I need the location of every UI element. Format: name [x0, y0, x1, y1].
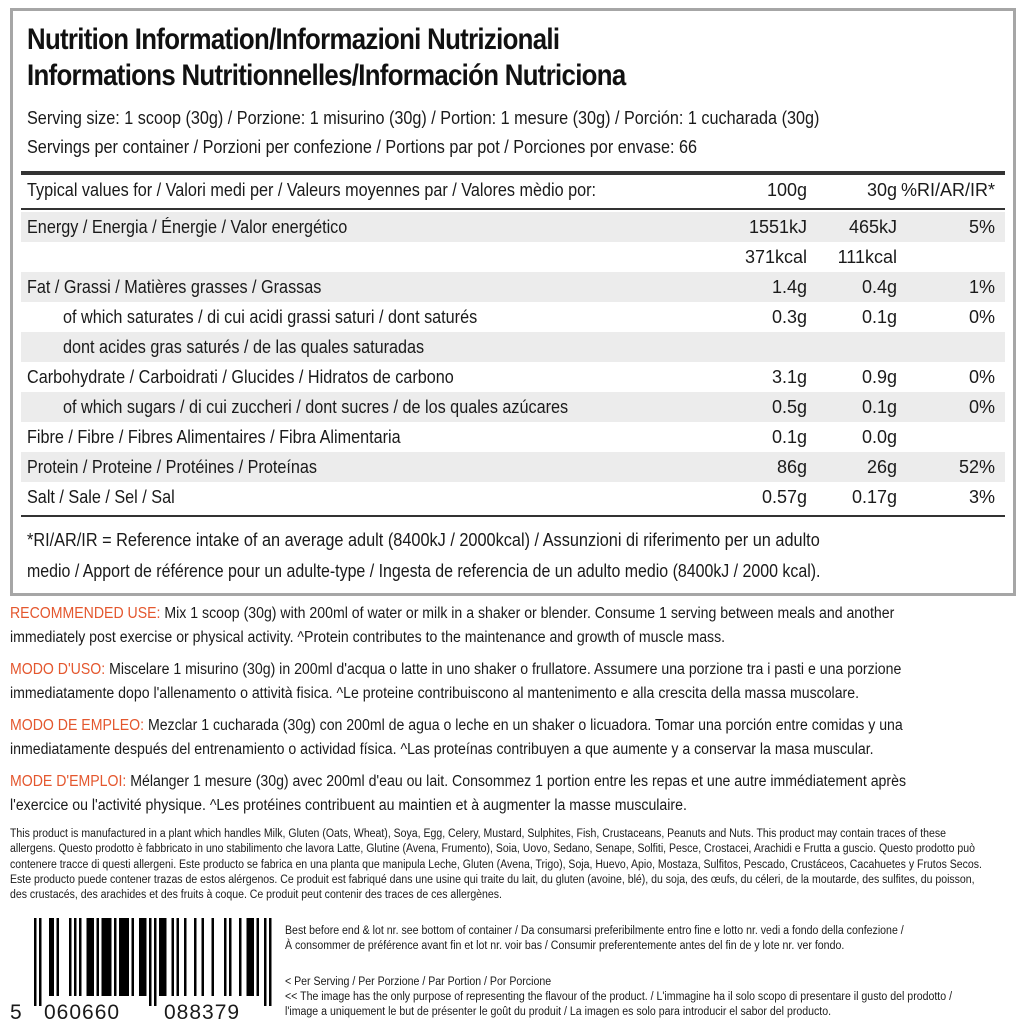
- usage-french: [10, 770, 924, 818]
- row-value-30g: 0.4g: [861, 277, 897, 297]
- panel-title-line1: Nutrition Information/Informazioni Nutrizionali: [27, 23, 560, 56]
- table-row: [21, 422, 1005, 452]
- row-value-30g: 465kJ: [848, 217, 897, 237]
- barcode-bar: [74, 918, 77, 996]
- row-value-30g: 0.0g: [861, 427, 897, 447]
- row-label: of which sugars / di cui zuccheri / dont sucres / de los quales azúcares: [63, 397, 569, 417]
- row-label: Salt / Sale / Sel / Sal: [27, 487, 175, 507]
- barcode-bar: [172, 918, 175, 996]
- barcode-bar: [109, 918, 112, 996]
- row-value-100g: 3.1g: [771, 367, 807, 387]
- barcode: [10, 918, 272, 1028]
- usage-text: Miscelare 1 misurino (30g) in 200ml d'acqua o latte in uno shaker o frullatore. Assumere una porzione tra i pasti e una porzione: [105, 661, 902, 678]
- barcode-bar: [252, 918, 255, 996]
- header-col-ri: %RI/AR/IR*: [900, 180, 995, 200]
- row-value-100g: 1.4g: [771, 277, 807, 297]
- row-value-100g: 0.3g: [771, 307, 807, 327]
- barcode-bar: [184, 918, 187, 996]
- barcode-bar: [194, 918, 197, 996]
- header-divider: [21, 208, 1005, 210]
- allergen-statement: [10, 827, 1017, 903]
- best-before-note: [285, 924, 966, 954]
- best-before-line: Best before end & lot nr. see bottom of container / Da consumarsi preferibilmente entro fine e lotto nr. vedi a fondo della confezione /: [285, 925, 904, 937]
- row-value-ri: 52%: [958, 457, 995, 477]
- usage-text: immediately post exercise or physical activity. ^Protein contributes to the maintenance and growth of muscle mass.: [10, 629, 726, 646]
- servings-per-container: Servings per container / Porzioni per confezione / Portions par pot / Porciones por envase: 66: [27, 137, 697, 157]
- row-value-ri: 3%: [968, 487, 995, 507]
- header-col-100g: 100g: [766, 180, 807, 200]
- row-value-100g: 0.1g: [771, 427, 807, 447]
- row-value-30g: 0.9g: [861, 367, 897, 387]
- table-row: [21, 392, 1005, 422]
- barcode-bar: [202, 918, 205, 996]
- table-row: [21, 302, 1005, 332]
- reference-note-line2: medio / Apport de référence pour un adulte-type / Ingesta de referencia de un adulto medio (8400kJ / 2000 kcal).: [27, 561, 821, 581]
- per-serving-note: < Per Serving / Per Porzione / Par Portion / Por Porcione: [285, 976, 552, 988]
- usage-heading: RECOMMENDED USE:: [10, 605, 161, 622]
- footnotes: [285, 975, 966, 1020]
- allergen-line: Este producto puede contener trazas de estos alérgenos. Ce produit est fabriqué dans une usine qui traite du lait, du gluten (avoine, blé), du soja, des œufs, du céleri, de la moutarde, des sulfites, du poisson,: [10, 873, 975, 886]
- row-value-100g: 371kcal: [744, 247, 807, 267]
- image-note-line: << The image has the only purpose of representing the flavour of the product. / L'immagine ha il solo scopo di presentare il gusto del prodotto /: [285, 991, 953, 1003]
- barcode-bar: [264, 918, 267, 1006]
- row-value-100g: 0.57g: [761, 487, 807, 507]
- barcode-bars: [10, 918, 272, 1006]
- barcode-bar: [132, 918, 135, 996]
- usage-text: l'exercice ou l'activité physique. ^Les protéines contribuent au maintien et à augmenter la masse musculaire.: [10, 797, 687, 814]
- row-value-ri: 0%: [968, 367, 995, 387]
- table-row: [21, 452, 1005, 482]
- barcode-bar: [34, 918, 37, 1006]
- barcode-bar: [142, 918, 145, 996]
- barcode-bar: [224, 918, 227, 996]
- row-label: Fat / Grassi / Matières grasses / Grassas: [27, 277, 322, 297]
- row-value-30g: 0.1g: [861, 307, 897, 327]
- barcode-first-digit: 5: [10, 1001, 23, 1024]
- barcode-bar: [92, 918, 95, 996]
- barcode-bar: [124, 918, 127, 996]
- barcode-bar: [257, 918, 260, 996]
- barcode-bar: [104, 918, 107, 996]
- barcode-bar: [249, 918, 252, 996]
- row-value-100g: 0.5g: [771, 397, 807, 417]
- usage-heading: MODE D'EMPLOI:: [10, 773, 127, 790]
- allergen-line: allergens. Questo prodotto è fabbricato in uno stabilimento che lavora Latte, Glutine (Avena, Frumento), Soia, Uovo, Sedano, Senape, Solfiti, Pesce, Crostacei, Arachidi e Frutta a guscio. Questo prodotto può: [10, 843, 975, 856]
- barcode-bar: [122, 918, 125, 996]
- row-value-30g: 0.17g: [851, 487, 897, 507]
- row-value-100g: 1551kJ: [748, 217, 807, 237]
- row-label: Energy / Energia / Énergie / Valor energético: [27, 217, 348, 237]
- table-row: [21, 482, 1005, 512]
- row-label: Carbohydrate / Carboidrati / Glucides / Hidratos de carbono: [27, 367, 454, 387]
- barcode-bar: [159, 918, 162, 996]
- barcode-bar: [154, 918, 157, 1006]
- barcode-left-group: 060660: [44, 1001, 121, 1024]
- barcode-bar: [139, 918, 142, 996]
- row-label: Fibre / Fibre / Fibres Alimentaires / Fibra Alimentaria: [27, 427, 401, 447]
- barcode-bar: [269, 918, 272, 1006]
- barcode-right-group: 088379: [164, 1001, 241, 1024]
- allergen-line: contenere tracce di questi allergeni. Este producto se fabrica en una planta que manipula Leche, Gluten (Avena, Trigo), Soja, Huevo, Apio, Mostaza, Sulfitos, Pescado, Crustáceos, Cacahuetes y Frutos Secos.: [10, 858, 982, 871]
- barcode-bar: [162, 918, 165, 996]
- row-value-30g: 0.1g: [861, 397, 897, 417]
- barcode-bar: [164, 918, 167, 996]
- barcode-bar: [97, 918, 100, 996]
- best-before-line: À consommer de préférence avant fin et lot nr. voir bas / Consumir preferentemente antes del fin de y lote nr. ver fondo.: [285, 940, 845, 952]
- barcode-bar: [57, 918, 60, 996]
- barcode-bar: [49, 918, 52, 996]
- barcode-bar: [114, 918, 117, 996]
- barcode-bar: [127, 918, 130, 996]
- barcode-bar: [69, 918, 72, 996]
- row-value-30g: 26g: [866, 457, 897, 477]
- table-header-row: [21, 175, 1005, 205]
- barcode-bar: [144, 918, 147, 996]
- usage-italian: [10, 658, 924, 706]
- barcode-bar: [79, 918, 82, 996]
- usage-spanish: [10, 714, 924, 762]
- usage-heading: MODO D'USO:: [10, 661, 106, 678]
- barcode-bar: [212, 918, 215, 996]
- row-label: dont acides gras saturés / de las quales saturadas: [63, 337, 425, 357]
- header-label: Typical values for / Valori medi per / Valeurs moyennes par / Valores mèdio por:: [27, 180, 597, 200]
- barcode-bar: [177, 918, 180, 996]
- serving-size: Serving size: 1 scoop (30g) / Porzione: 1 misurino (30g) / Portion: 1 mesure (30g) / Porción: 1 cucharada (30g): [27, 108, 820, 128]
- usage-heading: MODO DE EMPLEO:: [10, 717, 145, 734]
- barcode-bar: [39, 918, 42, 1006]
- barcode-bar: [149, 918, 152, 1006]
- barcode-bar: [89, 918, 92, 996]
- image-note-line: l'image a uniquement le but de présenter le goût du produit / La imagen es solo para introducir el sabor del producto.: [285, 1006, 832, 1018]
- bottom-divider: [21, 515, 1005, 517]
- barcode-bar: [239, 918, 242, 996]
- header-col-30g: 30g: [866, 180, 897, 200]
- barcode-bar: [102, 918, 105, 996]
- barcode-bar: [87, 918, 90, 996]
- usage-text: Mix 1 scoop (30g) with 200ml of water or milk in a shaker or blender. Consume 1 serving between meals and another: [160, 605, 895, 622]
- usage-text: Mezclar 1 cucharada (30g) con 200ml de agua o leche en un shaker o licuadora. Tomar una porción entre comidas y una: [144, 717, 903, 734]
- usage-text: inmediatamente después del entrenamiento o actividad física. ^Las proteínas contribuyen a que aumente y a conservar la masa muscular.: [10, 741, 874, 758]
- usage-text: Mélanger 1 mesure (30g) avec 200ml d'eau ou lait. Consommez 1 portion entre les repas et une autre immédiatement après: [126, 773, 907, 790]
- nutrition-panel: [10, 8, 1016, 596]
- reference-note-line1: *RI/AR/IR = Reference intake of an average adult (8400kJ / 2000kcal) / Assunzioni di riferimento per un adulto: [27, 530, 820, 550]
- table-row: [21, 242, 1005, 272]
- usage-text: immediatamente dopo l'allenamento o attività fisica. ^Le proteine contribuiscono al mantenimento e alla crescita della massa muscolare.: [10, 685, 860, 702]
- usage-english: [10, 602, 924, 650]
- table-row: [21, 212, 1005, 242]
- row-label: Protein / Proteine / Protéines / Proteínas: [27, 457, 317, 477]
- row-value-ri: 5%: [968, 217, 995, 237]
- barcode-bar: [247, 918, 250, 996]
- barcode-bar: [229, 918, 232, 996]
- table-row: [21, 272, 1005, 302]
- table-row: [21, 362, 1005, 392]
- allergen-line: des crustacés, des arachides et des fruits à coque. Ce produit peut contenir des traces de ces allergènes.: [10, 889, 502, 902]
- barcode-digits: [10, 1000, 272, 1026]
- row-value-100g: 86g: [776, 457, 807, 477]
- panel-title-line2: Informations Nutritionnelles/Información Nutriciona: [27, 59, 626, 92]
- barcode-bar: [107, 918, 110, 996]
- row-label: of which saturates / di cui acidi grassi saturi / dont saturés: [63, 307, 478, 327]
- barcode-bar: [52, 918, 55, 996]
- row-value-30g: 111kcal: [837, 247, 897, 267]
- table-row: [21, 332, 1005, 362]
- barcode-bar: [119, 918, 122, 996]
- row-value-ri: 0%: [968, 307, 995, 327]
- row-value-ri: 1%: [968, 277, 995, 297]
- allergen-line: This product is manufactured in a plant which handles Milk, Gluten (Oats, Wheat), Soya, Egg, Celery, Mustard, Sulphites, Fish, Crustaceans, Peanuts and Nuts. This product may contain traces of these: [10, 828, 946, 840]
- row-value-ri: 0%: [968, 397, 995, 417]
